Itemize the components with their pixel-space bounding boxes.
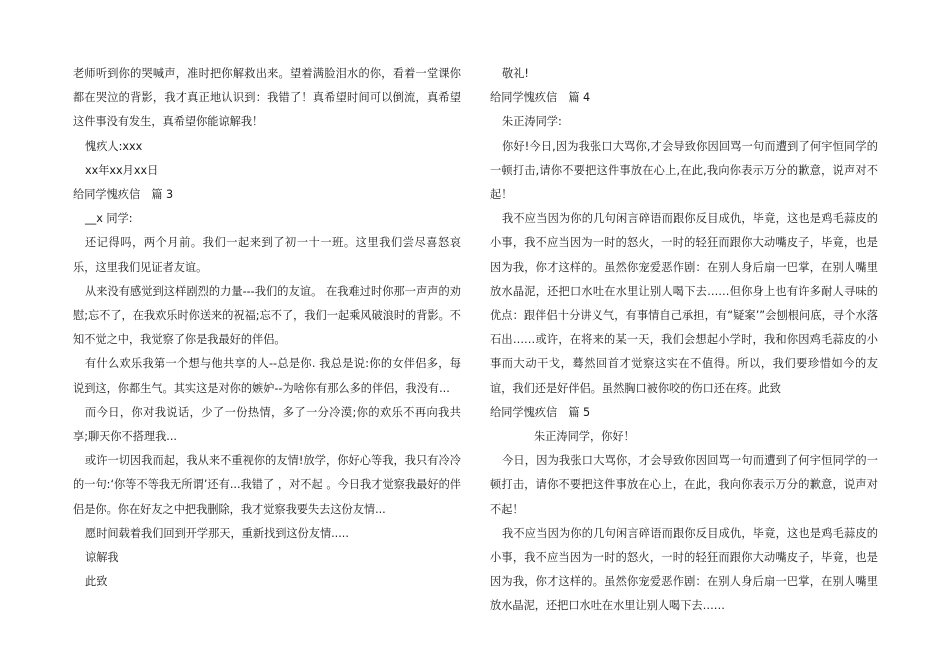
paragraph: 愿时间载着我们回到开学那天，重新找到这份友情..... — [85, 526, 349, 540]
paragraph: 而今日，你对我说话，少了一份热情，多了一分冷漠;你的欢乐不再向我共享;聊天你不搭理我... — [73, 405, 461, 444]
paragraph: 我不应当因为你的几句闲言碎语而跟你反目成仇，毕竟，这也是鸡毛蒜皮的小事，我不应当因为一时的怒火，一时的轻狂而跟你大动嘴皮子，毕竟，也是因为我，你才这样的。虽然你宠爱恶作剧：在别人身后扇一巴掌，在别人嘴里放水晶泥，还把口水吐在水里让别人喝下去…… — [490, 526, 878, 613]
paragraph: 朱正涛同学: — [502, 115, 562, 129]
section-heading: 给同学愧疚信 篇 5 — [490, 405, 591, 419]
left-column — [73, 62, 461, 594]
paragraph: 谅解我 — [85, 551, 119, 565]
paragraph: 有什么欢乐我第一个想与他共享的人--总是你. 我总是说:你的女伴侣多，每说到这，你都生气。其实这是对你的嫉妒--为啥你有那么多的伴侣，我没有... — [73, 357, 461, 395]
paragraph: 敬礼! — [502, 67, 529, 80]
paragraph: 朱正涛同学，你好！ — [534, 430, 635, 444]
paragraph: 愧疚人:xxx — [85, 139, 143, 153]
paragraph: 老师听到你的哭喊声，准时把你解救出来。望着满脸泪水的你，看着一堂课你都在哭泣的背影，我才真正地认识到：我错了！真希望时间可以倒流，真希望这件事没有发生，真希望你能谅解我！ — [73, 67, 461, 129]
section-heading: 给同学愧疚信 篇 3 — [73, 188, 174, 202]
paragraph: 从来没有感觉到这样剧烈的力量---我们的友谊。 在我难过时你那一声声的劝慰;忘不了，在我欢乐时你送来的祝福;忘不了，我们一起乘风破浪时的背影。不知不觉之中，我觉察了你是我最好的伴侣。 — [73, 284, 461, 347]
paragraph: __x 同学: — [85, 212, 133, 226]
section-heading: 给同学愧疚信 篇 4 — [490, 91, 591, 105]
paragraph: 你好!今日,因为我张口大骂你,才会导致你因回骂一句而遭到了何宇恒同学的一顿打击,请你不要把这件事放在心上,在此,我向你表示万分的歉意，说声对不起！ — [490, 139, 878, 202]
paragraph: 还记得吗，两个月前。我们一起来到了初一十一班。这里我们尝尽喜怒哀乐，这里我们见证者友谊。 — [73, 236, 461, 274]
paragraph: xx年xx月xx日 — [85, 163, 159, 177]
paragraph: 我不应当因为你的几句闲言碎语而跟你反目成仇，毕竟，这也是鸡毛蒜皮的小事，我不应当因为一时的怒火，一时的轻狂而跟你大动嘴皮子，毕竟，也是因为我，你才这样的。虽然你宠爱恶作剧：在别人身后扇一巴掌，在别人嘴里放水晶泥，还把口水吐在水里让别人喝下去……但你身上也有许多耐人寻味的优点：跟伴侣十分讲义气，有事情自己承担，有“疑案’”会刨根问底，寻个水落石出……或许，在将来的某一天，我们会想起小学时，我和你因鸡毛蒜皮的小事而大动干戈，蓦然回首才觉察这实在不值得。所以，我们要珍惜如今的友谊，我们还是好伴侣。虽然胸口被你咬的伤口还在疼。此致 — [490, 212, 878, 395]
paragraph: 今日，因为我张口大骂你，才会导致你因回骂一句而遭到了何宇恒同学的一顿打击，请你不要把这件事放在心上，在此，我向你表示万分的歉意，说声对不起！ — [490, 454, 878, 516]
paragraph: 或许一切因我而起，我从来不重视你的友情!放学，你好心等我，我只有冷冷的一句:‘你等不等我无所谓’还有...我错了 ，对不起 。今日我才觉察我最好的伴侣是你。你在好友之中把我删除，我才觉察我要失去这份友情... — [73, 454, 461, 516]
paragraph: 此致 — [85, 575, 108, 589]
right-column — [490, 62, 878, 619]
